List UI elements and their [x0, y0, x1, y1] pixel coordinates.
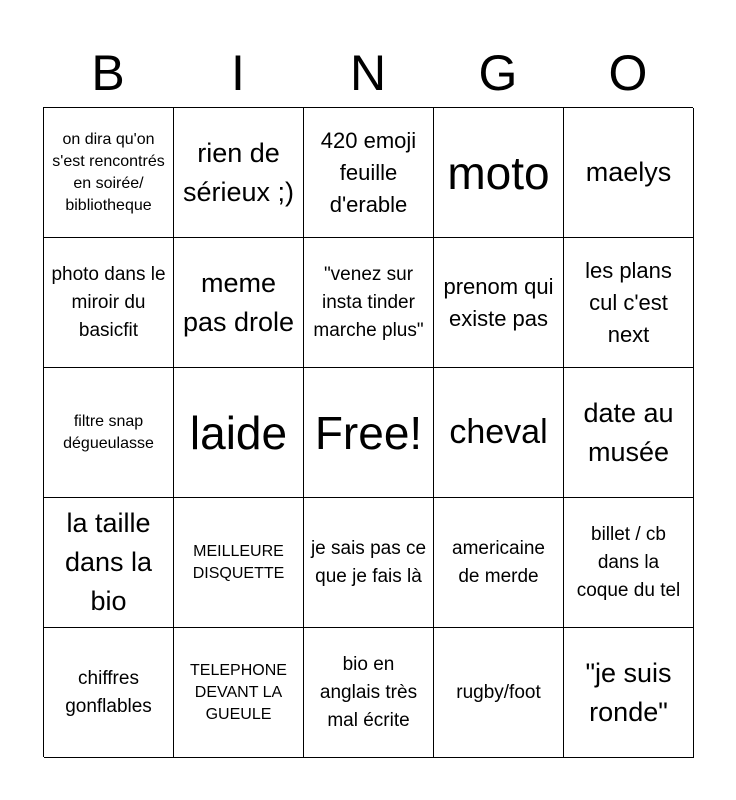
bingo-header [43, 38, 693, 108]
bingo-cell-r2-c0[interactable] [44, 368, 174, 498]
bingo-cell-text: "venez sur insta tinder marche plus" [313, 263, 424, 341]
bingo-cell-r3-c2[interactable] [304, 498, 434, 628]
free-space-text: Free! [314, 406, 423, 459]
bingo-cell-r4-c0[interactable] [44, 628, 174, 758]
bingo-cell-r2-c3[interactable] [434, 368, 564, 498]
bingo-board [43, 107, 693, 757]
bingo-cell-text: chiffres gonflables [65, 667, 152, 717]
bingo-cell-text: on dira qu'on s'est rencontrés en soirée/ bibliotheque [52, 130, 165, 214]
bingo-cell-r0-c2[interactable] [304, 108, 434, 238]
bingo-cell-r4-c2[interactable] [304, 628, 434, 758]
bingo-cell-text: rugby/foot [456, 681, 541, 703]
bingo-cell-text: date au musée [583, 397, 674, 467]
bingo-cell-r2-c4[interactable] [564, 368, 694, 498]
bingo-cell-r2-c1[interactable] [174, 368, 304, 498]
bingo-cell-text: moto [447, 146, 550, 199]
bingo-cell-text: rien de sérieux ;) [182, 137, 295, 207]
bingo-cell-r3-c0[interactable] [44, 498, 174, 628]
bingo-cell-text: "je suis ronde" [585, 657, 672, 727]
header-letter-b: B [91, 45, 125, 101]
bingo-cell-r0-c0[interactable] [44, 108, 174, 238]
bingo-cell-r4-c3[interactable] [434, 628, 564, 758]
bingo-cell-r0-c3[interactable] [434, 108, 564, 238]
bingo-cell-text: la taille dans la bio [64, 508, 153, 616]
bingo-cell-r1-c1[interactable] [174, 238, 304, 368]
bingo-cell-text: meme pas drole [182, 267, 295, 337]
bingo-cell-text: maelys [585, 157, 672, 187]
bingo-cell-text: americaine de merde [452, 537, 545, 587]
header-letter-o: O [608, 45, 648, 101]
bingo-cell-text: filtre snap dégueulasse [63, 412, 154, 452]
bingo-cell-text: les plans cul c'est next [585, 257, 672, 347]
bingo-cell-text: je sais pas ce que je fais là [310, 537, 427, 587]
bingo-cell-text: photo dans le miroir du basicfit [51, 263, 166, 341]
bingo-cell-r3-c1[interactable] [174, 498, 304, 628]
header-letter-i: I [231, 45, 245, 101]
bingo-cell-r3-c3[interactable] [434, 498, 564, 628]
bingo-cell-r1-c0[interactable] [44, 238, 174, 368]
bingo-cell-r1-c3[interactable] [434, 238, 564, 368]
bingo-cell-r4-c1[interactable] [174, 628, 304, 758]
bingo-cell-r0-c1[interactable] [174, 108, 304, 238]
header-letter-n: N [349, 45, 387, 101]
bingo-cell-text: bio en anglais très mal écrite [319, 653, 418, 731]
bingo-cell-r3-c4[interactable] [564, 498, 694, 628]
bingo-cell-r1-c4[interactable] [564, 238, 694, 368]
bingo-cell-text: MEILLEURE DISQUETTE [192, 542, 285, 582]
bingo-cell-r0-c4[interactable] [564, 108, 694, 238]
bingo-cell-text: 420 emoji feuille d'erable [320, 127, 417, 217]
bingo-cell-text: cheval [449, 413, 548, 451]
free-space-cell[interactable] [304, 368, 434, 498]
bingo-cell-text: billet / cb dans la coque du tel [576, 523, 681, 601]
header-letter-g: G [478, 45, 518, 101]
bingo-cell-r4-c4[interactable] [564, 628, 694, 758]
bingo-cell-text: TELEPHONE DEVANT LA GUEULE [190, 661, 287, 723]
bingo-cell-text: laide [189, 406, 288, 459]
bingo-cell-text: prenom qui existe pas [443, 273, 554, 331]
bingo-cell-r1-c2[interactable] [304, 238, 434, 368]
